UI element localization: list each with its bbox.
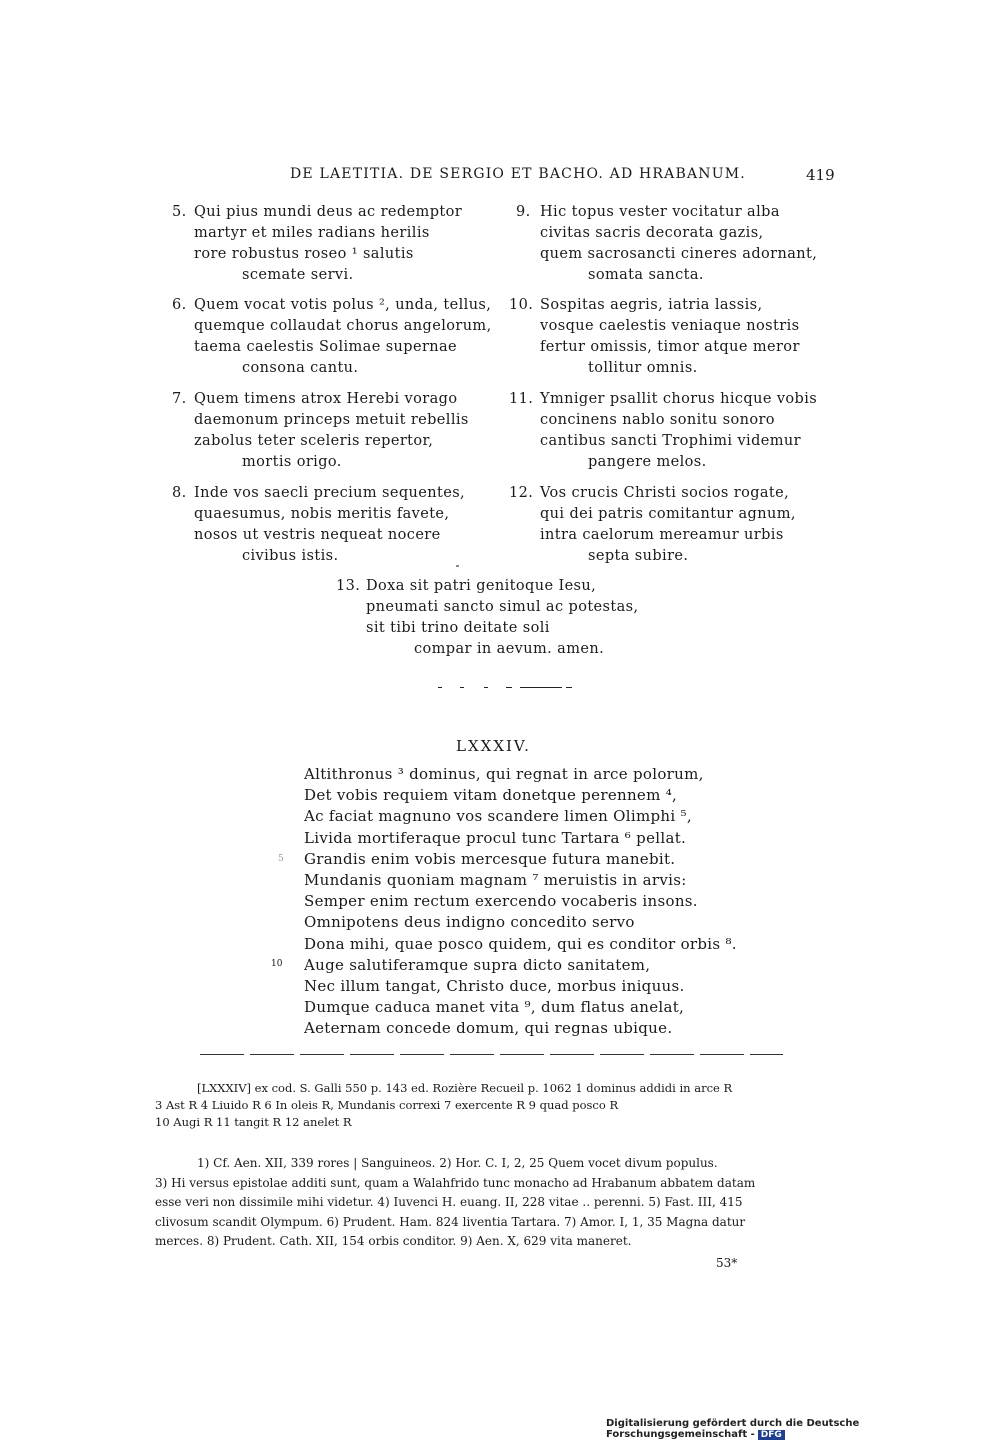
stanza-6: [172, 295, 492, 379]
poem-title: LXXXIV.: [456, 737, 531, 755]
apparatus-line: [LXXXIV] ex cod. S. Galli 550 p. 143 ed. Rozière Recueil p. 1062 1 dominus addidi in arce R: [197, 1081, 733, 1095]
poem-line: Semper enim rectum exercendo vocaberis insons.: [304, 892, 698, 911]
verse-line: concinens nablo sonitu sonoro: [540, 412, 775, 428]
verse-line: sit tibi trino deitate soli: [366, 620, 550, 636]
footnotes: [155, 1154, 829, 1252]
stanza-number: 8.: [172, 485, 187, 501]
stanza-number: 7.: [172, 391, 187, 407]
verse-line: Qui pius mundi deus ac redemptor: [194, 204, 463, 220]
verse-line: Inde vos saecli precium sequentes,: [194, 485, 466, 501]
running-head: DE LAETITIA. DE SERGIO ET BACHO. AD HRABANUM.: [290, 166, 746, 182]
signature-mark: 53*: [716, 1256, 738, 1270]
verse-line: quem sacrosancti cineres adornant,: [540, 246, 818, 262]
verse-line: septa subire.: [588, 548, 689, 564]
verse-line: scemate servi.: [242, 267, 354, 283]
verse-line: Sospitas aegris, iatria lassis,: [540, 297, 763, 313]
verse-line: rore robustus roseo ¹ salutis: [194, 246, 414, 262]
verse-line: compar in aevum. amen.: [414, 641, 605, 657]
print-speck: [456, 565, 459, 567]
poem-line: Dumque caduca manet vita ⁹, dum flatus anelat,: [304, 998, 685, 1017]
apparatus-line: 3 Ast R 4 Liuido R 6 In oleis R, Mundanis correxi 7 exercente R 9 quad posco R: [155, 1098, 619, 1112]
critical-apparatus: [155, 1080, 829, 1131]
poem-line: Auge salutiferamque supra dicto sanitatem,: [304, 955, 651, 974]
stanza-number: 9.: [516, 204, 531, 220]
stanza-8: [172, 483, 465, 567]
footnote-line: esse veri non dissimile mihi videtur. 4) Iuvenci H. euang. II, 228 vitae .. perenni. 5) Fast. III, 415: [155, 1195, 743, 1209]
verse-line: civibus istis.: [242, 548, 339, 564]
footnote-line: clivosum scandit Olympum. 6) Prudent. Ham. 824 liventia Tartara. 7) Amor. I, 1, 35 Magna datur: [155, 1214, 746, 1229]
verse-line: Ymniger psallit chorus hicque vobis: [540, 391, 818, 407]
verse-line: pangere melos.: [588, 454, 707, 470]
verse-line: taema caelestis Solimae supernae: [194, 339, 458, 355]
line-number: 10: [271, 959, 283, 969]
poem-line: Livida mortiferaque procul tunc Tartara ⁶ pellat.: [304, 828, 687, 847]
poem-line: Grandis enim vobis mercesque futura manebit.: [304, 849, 676, 868]
poem-line: Dona mihi, quae posco quidem, qui es conditor orbis ⁸.: [304, 934, 737, 953]
stanza-10: [509, 295, 800, 379]
digitization-credit: [606, 1418, 1000, 1440]
line-number: 5: [278, 854, 284, 864]
footnote-line: merces. 8) Prudent. Cath. XII, 154 orbis conditor. 9) Aen. X, 629 vita maneret.: [155, 1234, 632, 1248]
footnote-rule: [200, 1054, 783, 1055]
verse-line: zabolus teter sceleris repertor,: [194, 433, 434, 449]
verse-line: consona cantu.: [242, 360, 359, 376]
stanza-12: [509, 483, 796, 567]
poem-line: Aeternam concede domum, qui regnas ubique.: [304, 1019, 673, 1038]
poem-body: [304, 764, 737, 1040]
verse-line: somata sancta.: [588, 267, 704, 283]
verse-line: quemque collaudat chorus angelorum,: [194, 318, 492, 334]
stanza-7: [172, 389, 469, 473]
verse-line: pneumati sancto simul ac potestas,: [366, 599, 639, 615]
credit-text: Digitalisierung gefördert durch die Deutsche Forschungsgemeinschaft -: [606, 1418, 860, 1440]
verse-line: Doxa sit patri genitoque Iesu,: [366, 578, 597, 594]
verse-line: cantibus sancti Trophimi videmur: [540, 433, 801, 449]
stanza-number: 6.: [172, 297, 187, 313]
footnote-line: 3) Hi versus epistolae additi sunt, quam a Walahfrido tunc monacho ad Hrabanum abbatem datam: [155, 1175, 756, 1190]
verse-line: Quem timens atrox Herebi vorago: [194, 391, 458, 407]
verse-line: tollitur omnis.: [588, 360, 698, 376]
stanza-number: 5.: [172, 204, 187, 220]
section-separator: [438, 687, 574, 689]
poem-line: Ac faciat magnuno vos scandere limen Olimphi ⁵,: [304, 807, 692, 826]
verse-line: intra caelorum mereamur urbis: [540, 527, 784, 543]
poem-line: Nec illum tangat, Christo duce, morbus iniquus.: [304, 977, 685, 996]
stanza-5: [172, 202, 462, 286]
stanza-13: [336, 576, 639, 660]
verse-line: nosos ut vestris nequeat nocere: [194, 527, 441, 543]
verse-line: Quem vocat votis polus ², unda, tellus,: [194, 297, 492, 313]
stanza-number: 12.: [509, 485, 534, 501]
verse-line: qui dei patris comitantur agnum,: [540, 506, 796, 522]
verse-line: civitas sacris decorata gazis,: [540, 225, 764, 241]
stanza-number: 13.: [336, 578, 361, 594]
poem-line: Mundanis quoniam magnam ⁷ meruistis in arvis:: [304, 871, 687, 890]
verse-line: Vos crucis Christi socios rogate,: [540, 485, 790, 501]
verse-line: daemonum princeps metuit rebellis: [194, 412, 469, 428]
dfg-logo: DFG: [758, 1430, 785, 1440]
verse-line: vosque caelestis veniaque nostris: [540, 318, 800, 334]
verse-line: martyr et miles radians herilis: [194, 225, 430, 241]
verse-line: fertur omissis, timor atque meror: [540, 339, 800, 355]
poem-line: Det vobis requiem vitam donetque perennem ⁴,: [304, 786, 678, 805]
poem-line: Omnipotens deus indigno concedito servo: [304, 913, 635, 932]
stanza-number: 11.: [509, 391, 534, 407]
poem-line: Altithronus ³ dominus, qui regnat in arce polorum,: [304, 765, 704, 783]
stanza-number: 10.: [509, 297, 534, 313]
footnote-line: 1) Cf. Aen. XII, 339 rores | Sanguineos. 2) Hor. C. I, 2, 25 Quem vocet divum populus.: [197, 1156, 718, 1170]
verse-line: quaesumus, nobis meritis favete,: [194, 506, 450, 522]
stanza-11: [509, 389, 817, 473]
apparatus-line: 10 Augi R 11 tangit R 12 anelet R: [155, 1115, 352, 1129]
page-number: 419: [806, 166, 835, 184]
verse-line: mortis origo.: [242, 454, 342, 470]
stanza-9: [516, 202, 817, 286]
verse-line: Hic topus vester vocitatur alba: [540, 204, 780, 220]
